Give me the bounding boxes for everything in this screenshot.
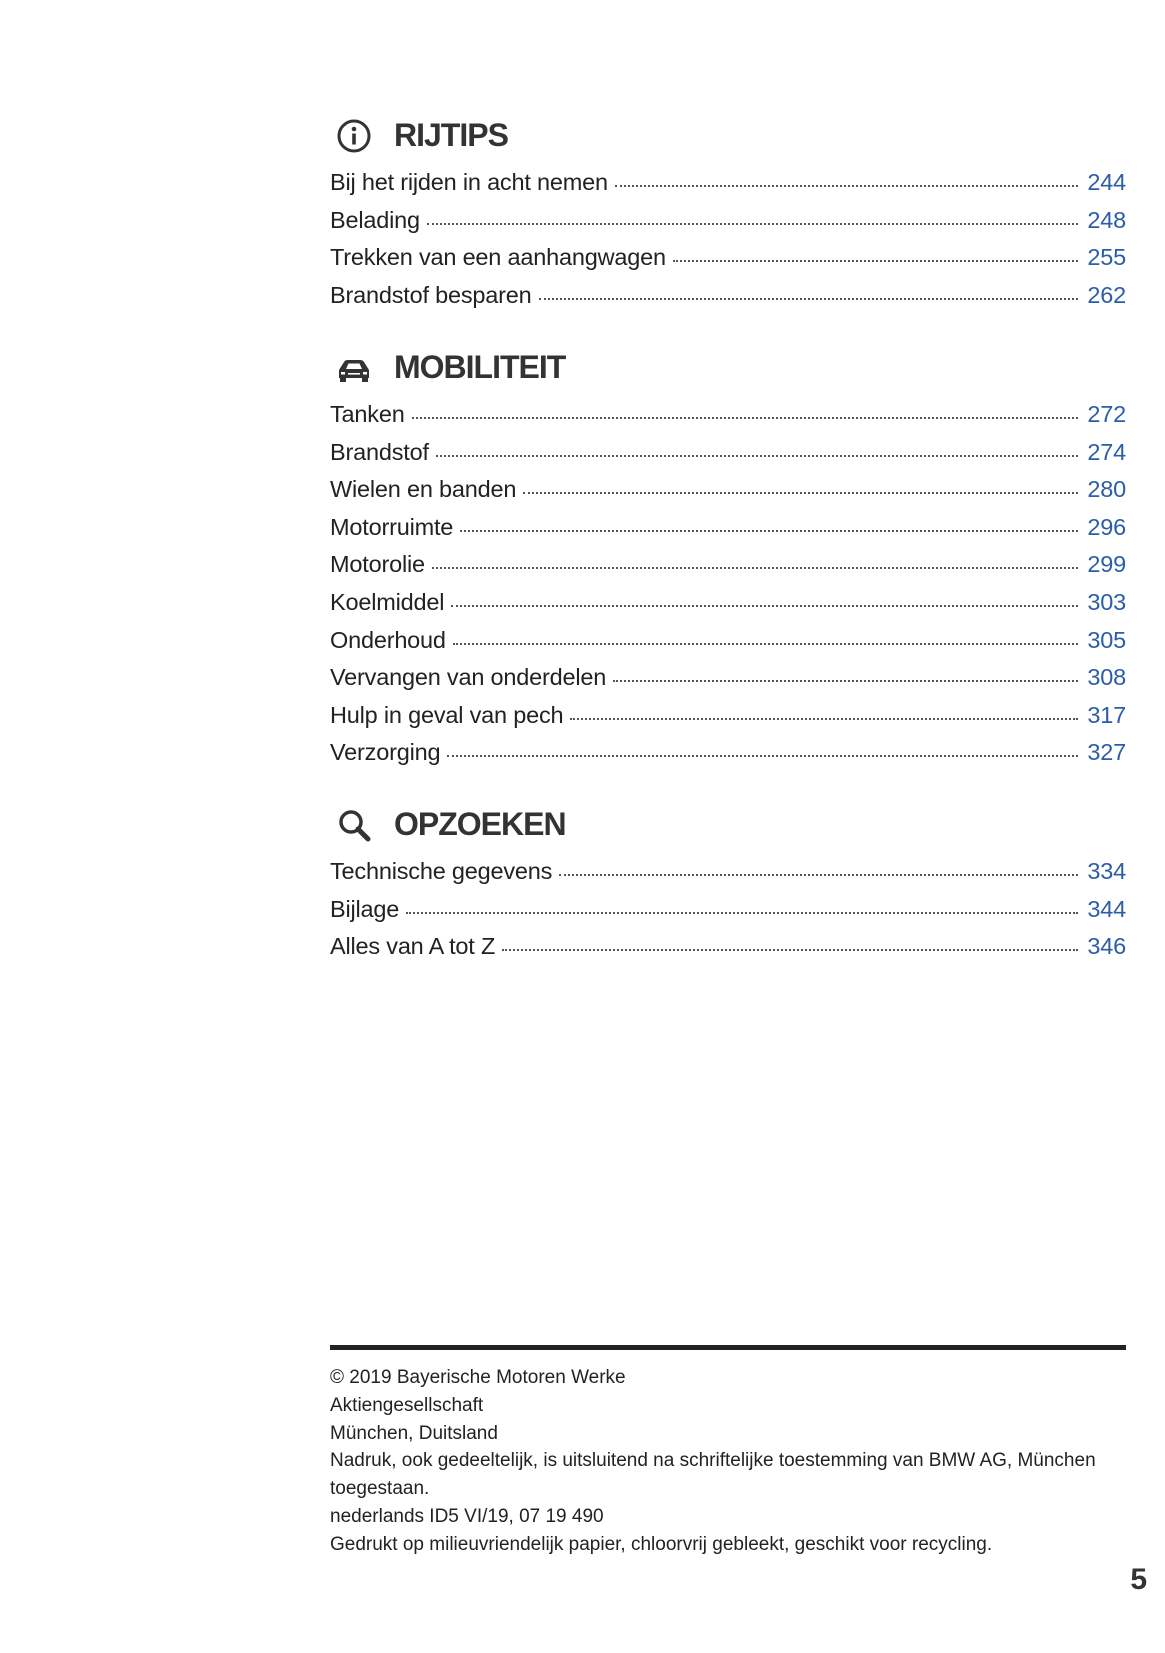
toc-entry[interactable] xyxy=(330,239,1126,277)
entry-label: Tanken xyxy=(330,401,405,427)
section-header xyxy=(330,345,1126,389)
section-title: MOBILITEIT xyxy=(394,349,566,385)
search-icon xyxy=(336,807,372,843)
page-link[interactable]: 327 xyxy=(1087,739,1126,766)
section-title: OPZOEKEN xyxy=(394,806,566,842)
toc-entry[interactable] xyxy=(330,546,1126,584)
page-link[interactable]: 346 xyxy=(1087,933,1126,960)
page-link[interactable]: 305 xyxy=(1087,626,1126,653)
entry-label: Belading xyxy=(330,206,420,233)
imprint-line: Gedrukt op milieuvriendelijk papier, chloorvrij gebleekt, geschikt voor recycling. xyxy=(330,1533,993,1555)
entry-list xyxy=(330,164,1126,314)
page-link[interactable]: 299 xyxy=(1087,551,1126,578)
page-link[interactable]: 317 xyxy=(1087,701,1126,728)
dot-leader xyxy=(406,912,1078,914)
imprint-line: München, Duitsland xyxy=(330,1422,498,1444)
entry-label: Motorolie xyxy=(330,551,425,578)
section-header xyxy=(330,802,1126,846)
toc-entry[interactable] xyxy=(330,853,1126,891)
dot-leader xyxy=(453,643,1079,645)
dot-leader xyxy=(570,718,1078,720)
toc-entry[interactable] xyxy=(330,697,1126,735)
entry-label: Koelmiddel xyxy=(330,588,445,615)
page-link[interactable]: 274 xyxy=(1087,438,1126,465)
imprint-line: toegestaan. xyxy=(330,1478,430,1500)
dot-leader xyxy=(613,680,1078,682)
dot-leader xyxy=(447,755,1078,757)
section-header xyxy=(330,113,1126,157)
page-link[interactable]: 303 xyxy=(1087,588,1126,615)
page-link[interactable]: 244 xyxy=(1087,169,1126,195)
section-opzoeken xyxy=(330,802,1126,966)
toc-entry[interactable] xyxy=(330,396,1126,434)
toc-entry[interactable] xyxy=(330,471,1126,509)
imprint-line: Nadruk, ook gedeeltelijk, is uitsluitend na schriftelijke toestemming van BMW AG, München xyxy=(330,1450,1096,1472)
dot-leader xyxy=(539,298,1079,300)
entry-label: Technische gegevens xyxy=(330,858,553,884)
toc-entry[interactable] xyxy=(330,202,1126,240)
dot-leader xyxy=(615,185,1079,187)
dot-leader xyxy=(559,874,1078,876)
page-link[interactable]: 255 xyxy=(1087,244,1126,271)
dot-leader xyxy=(460,530,1078,532)
toc-entry[interactable] xyxy=(330,891,1126,929)
dot-leader xyxy=(451,605,1078,607)
toc-entry[interactable] xyxy=(330,164,1126,202)
dot-leader xyxy=(523,492,1078,494)
imprint-line: nederlands ID5 VI/19, 07 19 490 xyxy=(330,1505,604,1527)
imprint-line: © 2019 Bayerische Motoren Werke xyxy=(330,1367,626,1388)
entry-label: Vervangen van onderdelen xyxy=(330,664,607,691)
entry-label: Motorruimte xyxy=(330,513,454,540)
toc-entry[interactable] xyxy=(330,584,1126,622)
imprint-footer xyxy=(330,1364,1126,1559)
page-number: 5 xyxy=(1130,1563,1147,1596)
entry-label: Bijlage xyxy=(330,895,400,922)
toc-entry[interactable] xyxy=(330,277,1126,315)
car-icon xyxy=(336,350,372,386)
section-mobiliteit xyxy=(330,345,1126,772)
dot-leader xyxy=(502,949,1078,951)
page-link[interactable]: 272 xyxy=(1087,401,1126,427)
page-link[interactable]: 344 xyxy=(1087,895,1126,922)
dot-leader xyxy=(436,455,1079,457)
page-link[interactable]: 296 xyxy=(1087,513,1126,540)
dot-leader xyxy=(412,417,1079,419)
toc-entry[interactable] xyxy=(330,928,1126,966)
entry-label: Hulp in geval van pech xyxy=(330,701,564,728)
toc-entry[interactable] xyxy=(330,734,1126,772)
entry-label: Trekken van een aanhangwagen xyxy=(330,244,666,271)
info-icon xyxy=(336,118,372,154)
dot-leader xyxy=(673,260,1079,262)
entry-label: Brandstof xyxy=(330,438,429,465)
page-link[interactable]: 248 xyxy=(1087,206,1126,233)
dot-leader xyxy=(427,223,1079,225)
entry-label: Wielen en banden xyxy=(330,476,517,503)
section-rijtips xyxy=(330,113,1126,314)
entry-label: Onderhoud xyxy=(330,626,446,653)
entry-label: Verzorging xyxy=(330,739,441,766)
toc-entry[interactable] xyxy=(330,659,1126,697)
page-link[interactable]: 280 xyxy=(1087,476,1126,503)
page-link[interactable]: 308 xyxy=(1087,664,1126,691)
section-title: RIJTIPS xyxy=(394,117,508,153)
toc-entry[interactable] xyxy=(330,622,1126,660)
dot-leader xyxy=(432,567,1079,569)
entry-list xyxy=(330,396,1126,772)
page-link[interactable]: 262 xyxy=(1087,281,1126,308)
toc-entry[interactable] xyxy=(330,434,1126,472)
footer-divider xyxy=(330,1345,1126,1350)
imprint-line: Aktiengesellschaft xyxy=(330,1394,484,1416)
entry-label: Brandstof besparen xyxy=(330,281,532,308)
entry-label: Alles van A tot Z xyxy=(330,933,496,960)
entry-label: Bij het rijden in acht nemen xyxy=(330,169,608,195)
entry-list xyxy=(330,853,1126,966)
page-link[interactable]: 334 xyxy=(1087,858,1126,884)
toc-entry[interactable] xyxy=(330,509,1126,547)
